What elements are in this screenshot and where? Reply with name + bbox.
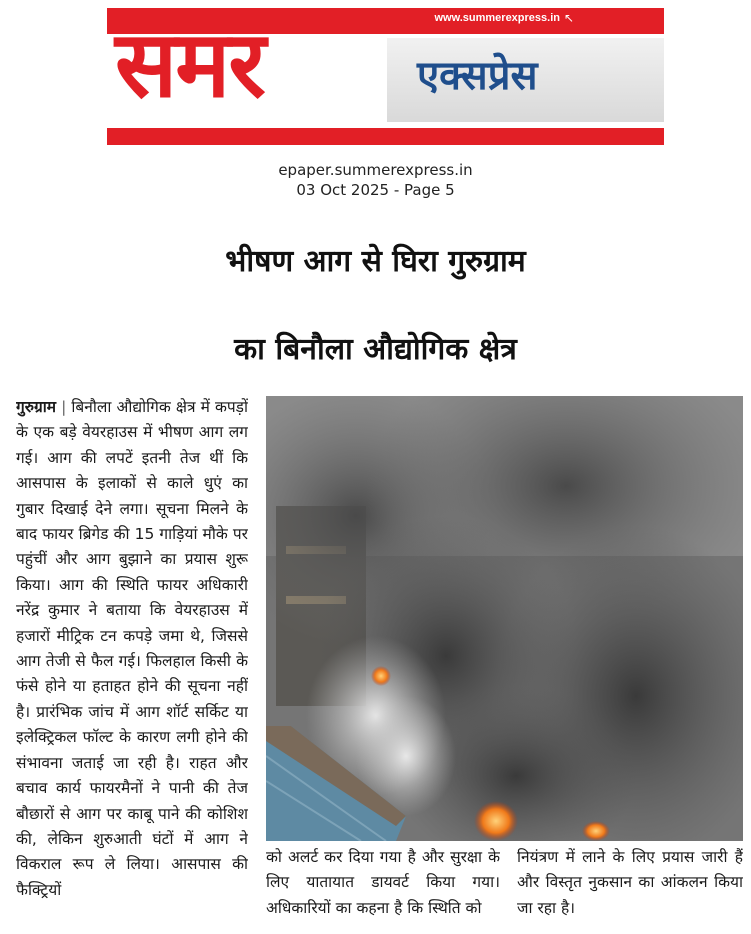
headline-line-1: भीषण आग से घिरा गुरुग्राम <box>225 244 526 279</box>
masthead-bottom-bar <box>107 128 664 145</box>
masthead-url[interactable]: www.summerexpress.in <box>434 12 560 24</box>
article-column-1 <box>16 395 248 927</box>
photo-illustration <box>266 396 743 841</box>
article-dateline: गुरुग्राम <box>16 398 57 416</box>
article-column-3 <box>517 845 743 925</box>
masthead-title: समर <box>115 11 264 118</box>
edition-date-page: 03 Oct 2025 - Page 5 <box>296 181 455 199</box>
cursor-arrow-icon: ↖ <box>563 11 574 25</box>
masthead-subtitle: एक्सप्रेस <box>417 53 538 99</box>
fire-smoke-photo <box>266 396 743 841</box>
edition-site[interactable]: epaper.summerexpress.in <box>278 161 473 179</box>
article-column-1-text: बिनौला औद्योगिक क्षेत्र में कपड़ों के एक बड़े वेयरहाउस में भीषण आग लग गई। आग की लपटें इतनी तेज थीं कि आसपास के इलाकों से काले धुएं का गुबार दिखाई देने लगा। सूचना मिलने के बाद फायर ब्रिगेड की 15 गाड़ियां मौके पर पहुंचीं और आग बुझाने का प्रयास शुरू किया। आग की स्थिति फायर अधिकारी नरेंद्र कुमार ने बताया कि वेयरहाउस में हजारों मीट्रिक टन कपड़े जमा थे, जिससे आग तेजी से फैल गई। फिलहाल किसी के फंसे होने या हताहत होने की सूचना नहीं है। प्रारंभिक जांच में आग शॉर्ट सर्किट या इलेक्ट्रिकल फॉल्ट के कारण लगी होने की संभावना जताई जा रही है। राहत और बचाव कार्य फायरमैनों ने पानी की तेज बौछारों से आग पर काबू पाने की कोशिश की, लेकिन शुरुआती घंटों में आग ने विकराल रूप ले लिया। आसपास की फैक्ट्रियों <box>16 398 248 899</box>
headline-line-2: का बिनौला औद्योगिक क्षेत्र <box>234 332 517 367</box>
article-column-2-text: को अलर्ट कर दिया गया है और सुरक्षा के लिए यातायात डायवर्ट किया गया। अधिकारियों का कहना है कि स्थिति को <box>266 848 500 917</box>
dateline-separator: | <box>61 398 67 416</box>
article-column-2 <box>266 845 500 925</box>
masthead-logo <box>107 8 664 145</box>
article-column-3-text: नियंत्रण में लाने के लिए प्रयास जारी हैं और विस्तृत नुकसान का आंकलन किया जा रहा है। <box>517 848 743 917</box>
